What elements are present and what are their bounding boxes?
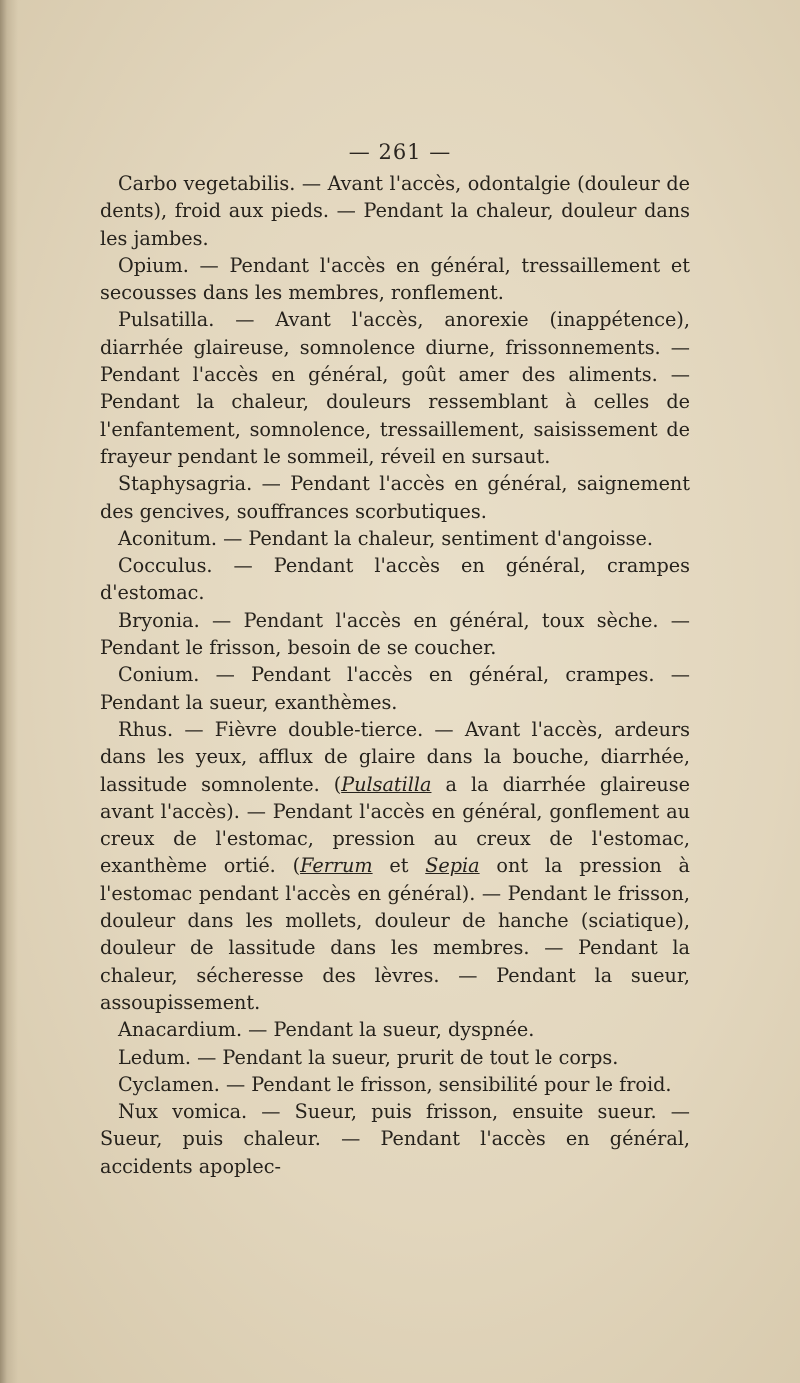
paragraph-text: Opium. — Pendant l'accès en général, tressaillement et secousses dans les membres, ronflement. [100,253,690,305]
page-number: — 261 — [348,140,452,164]
paragraph-text: Staphysagria. — Pendant l'accès en général, saignement des gencives, souffrances scorbutiques. [100,472,690,523]
paragraph-text: Anacardium. — Pendant la sueur, dyspnée. [118,1018,535,1042]
paragraph-text: Pulsatilla. — Avant l'accès, anorexie (inappétence), diarrhée glaireuse, somnolence diurne, frissonnements. — Pendant l'accès en général, goût amer des aliments. — Pendant la chaleur, douleurs ressemblant à celles de l'enfantement, somnolence, tressaillement, saisissement de frayeur pendant le sommeil, réveil en sursaut. [100,308,690,468]
paragraph [100,716,690,1016]
paragraph [100,552,690,607]
paragraph [100,470,690,525]
paragraph-text: Ledum. — Pendant la sueur, prurit de tout le corps. [118,1045,619,1069]
paragraph [100,1071,690,1098]
paragraph-text: a la diarrhée glaireuse avant l'accès). — Pendant l'accès en général, gonflement au creux de l'estomac, pression au creux de l'estomac, exanthème ortié. ( [100,772,690,878]
paragraph [100,607,690,662]
paragraph [100,1044,690,1071]
paragraph [100,525,690,552]
paragraph-text: Cocculus. — Pendant l'accès en général, crampes d'estomac. [100,554,690,605]
paragraph-text: Bryonia. — Pendant l'accès en général, toux sèche. — Pendant le frisson, besoin de se coucher. [100,608,690,660]
paragraph-text: Carbo vegetabilis. — Avant l'accès, odontalgie (douleur de dents), froid aux pieds. — Pendant la chaleur, douleur dans les jambes. [100,172,690,250]
emphasized-remedy-name: Pulsatilla [341,772,432,796]
paragraph-text: Cyclamen. — Pendant le frisson, sensibilité pour le froid. [118,1072,672,1096]
paragraph-text: ont la pression à l'estomac pendant l'accès en général). — Pendant le frisson, douleur dans les mollets, douleur de hanche (sciatique), douleur de lassitude dans les membres. — Pendant la chaleur, sécheresse des lèvres. — Pendant la sueur, assoupissement. [100,854,690,1014]
paragraph [100,661,690,716]
paragraph-text: Nux vomica. — Sueur, puis frisson, ensuite sueur. — Sueur, puis chaleur. — Pendant l'accès en général, accidents apoplec- [100,1100,690,1178]
paragraph [100,1098,690,1180]
paragraph [100,170,690,252]
body-text [100,170,690,1180]
emphasized-remedy-name: Ferrum [300,854,373,878]
emphasized-remedy-name: Sepia [425,854,480,878]
paragraph [100,1016,690,1043]
paragraph-text: Conium. — Pendant l'accès en général, crampes. — Pendant la sueur, exanthèmes. [100,663,690,714]
paragraph [100,252,690,307]
paragraph-text: et [372,854,426,878]
paragraph [100,306,690,470]
paragraph-text: Rhus. — Fièvre double-tierce. — Avant l'accès, ardeurs dans les yeux, afflux de glaire dans la bouche, diarrhée, lassitude somnolente. ( [100,717,690,796]
page-gutter-shadow [0,0,18,1383]
paragraph-text: Aconitum. — Pendant la chaleur, sentiment d'angoisse. [118,526,653,550]
